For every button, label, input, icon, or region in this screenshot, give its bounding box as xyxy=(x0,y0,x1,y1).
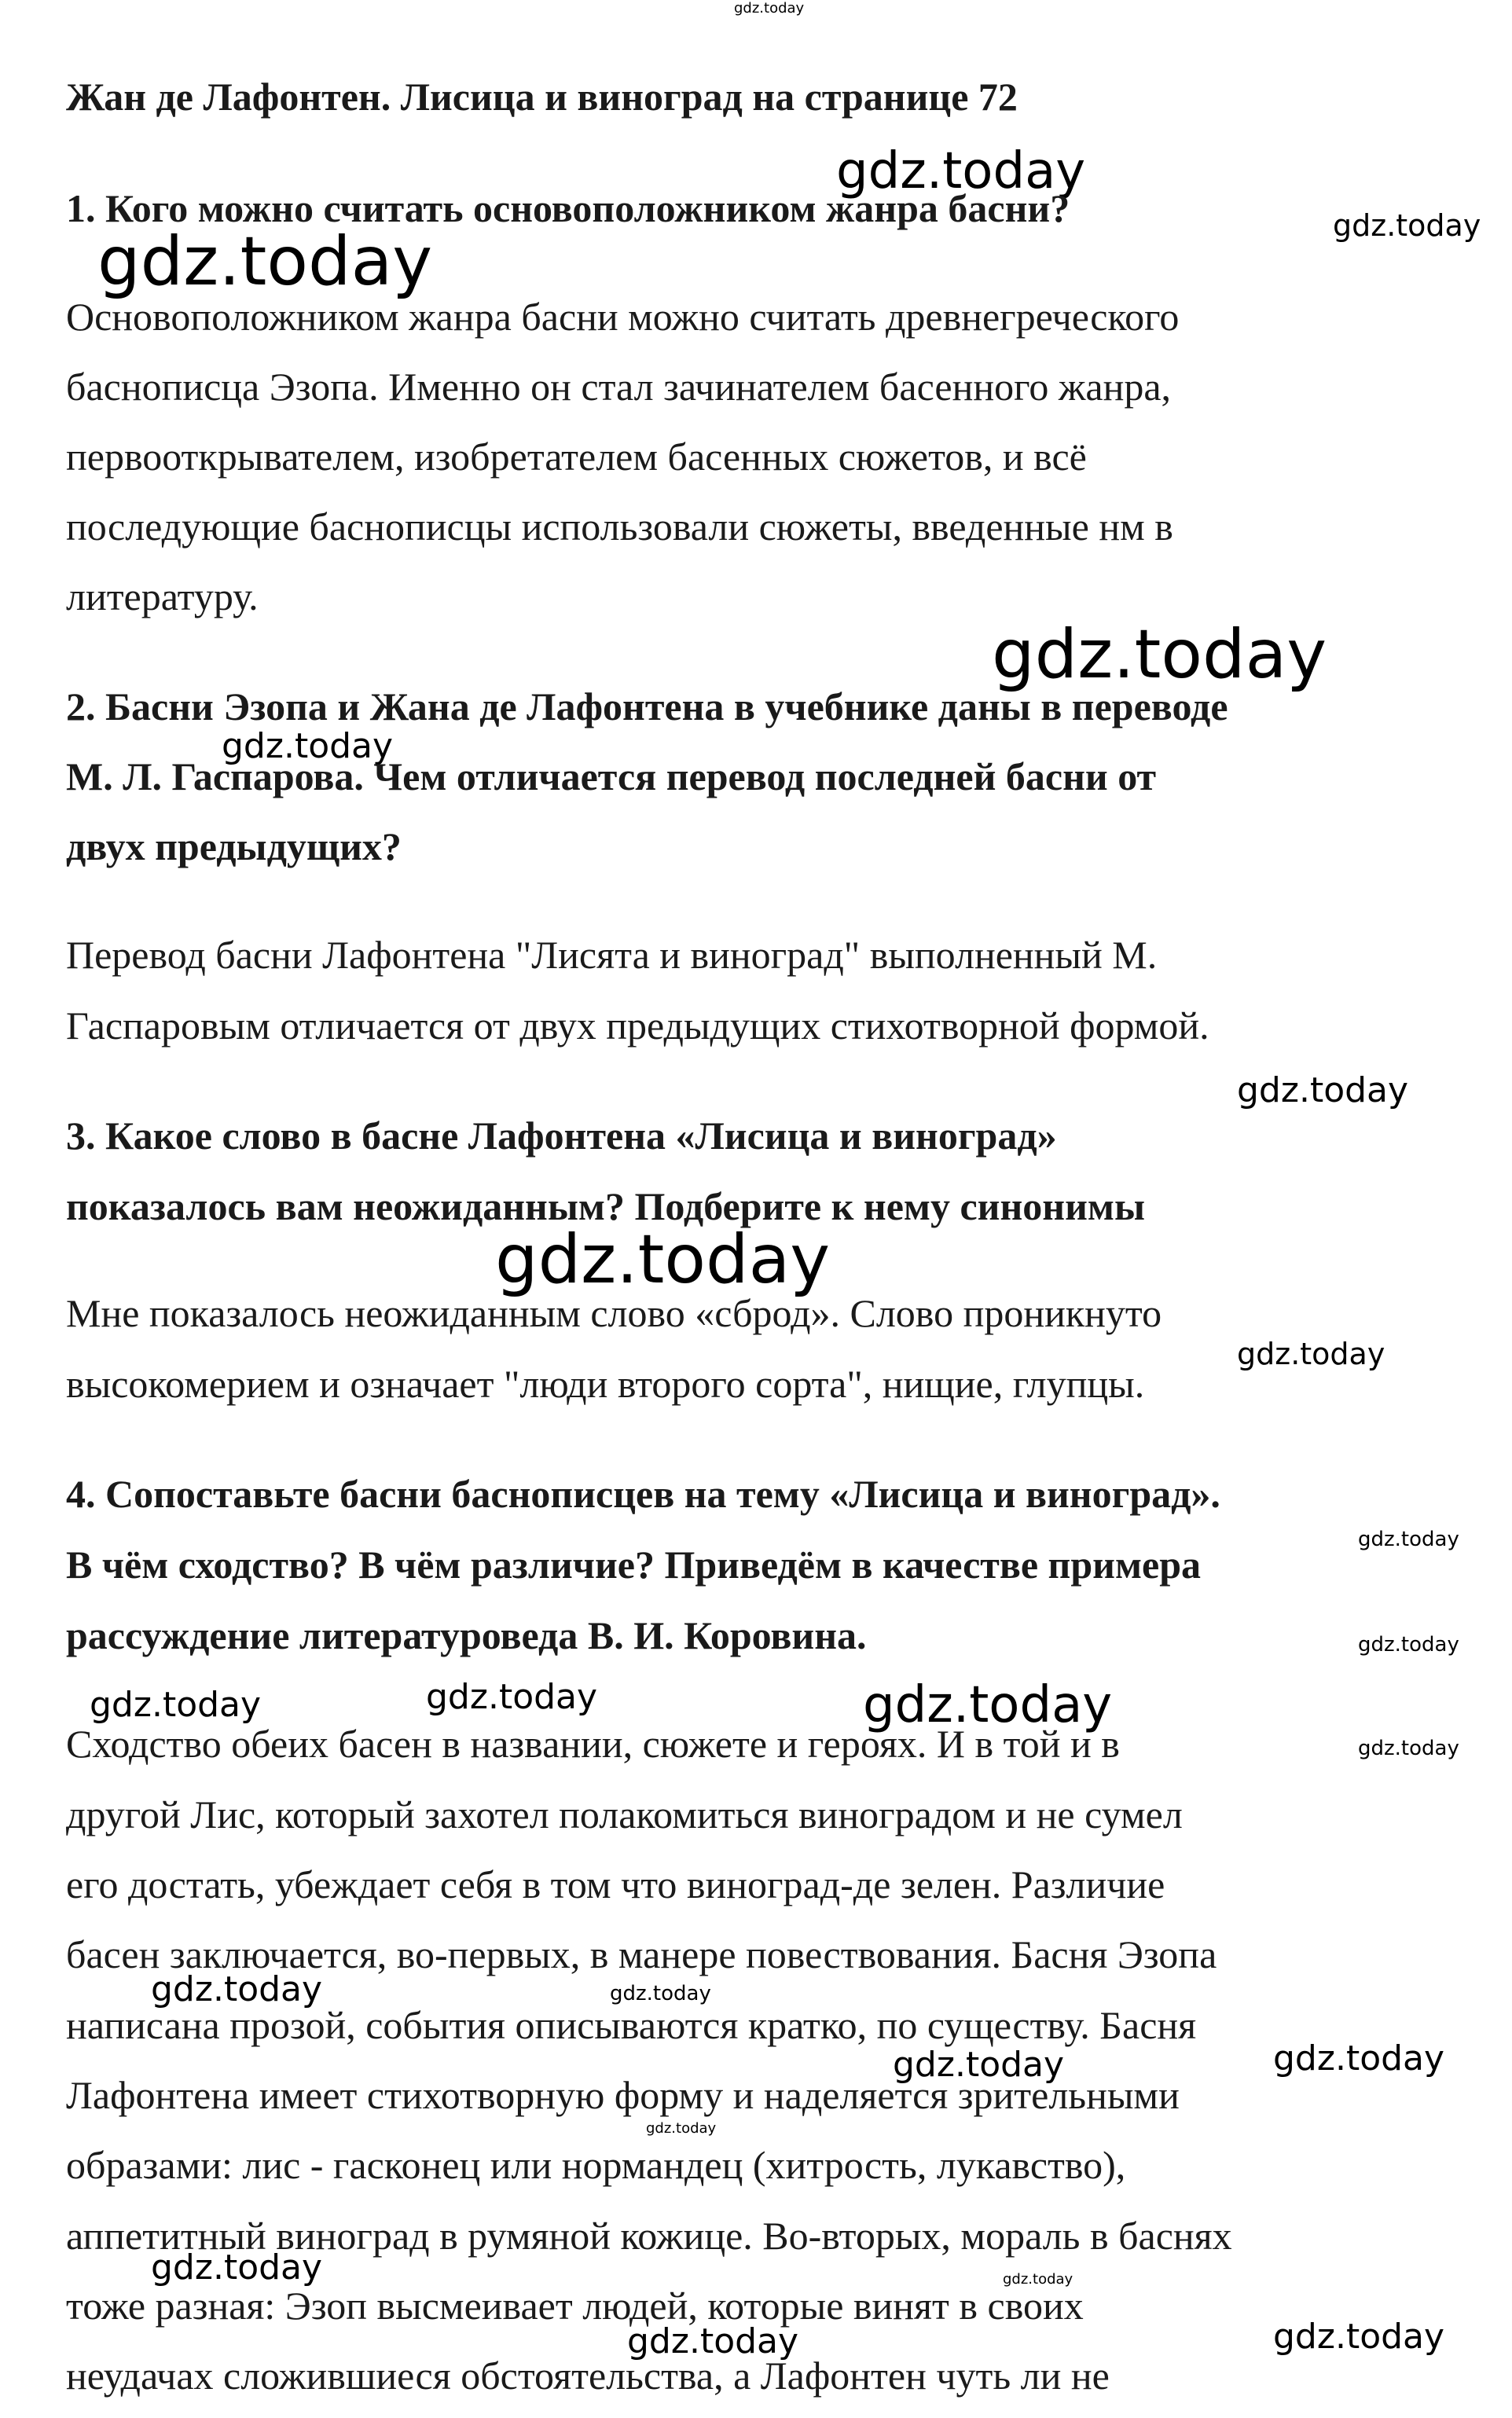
question-4-line: 4. Сопоставьте басни баснописцев на тему «Лисица и виноград». xyxy=(66,1472,1220,1516)
question-3-line: 3. Какое слово в басне Лафонтена «Лисица и виноград» xyxy=(66,1114,1057,1158)
question-1: 1. Кого можно считать основоположником жанра басни? xyxy=(66,186,1070,230)
watermark-logo: gdz.today xyxy=(1237,1070,1409,1110)
watermark-logo: gdz.today xyxy=(863,1676,1113,1734)
answer-4-line: образами: лис - гасконец или нормандец (хитрость, лукавство), xyxy=(66,2143,1126,2187)
answer-4-line: тоже разная: Эзоп высмеивает людей, которые винят в своих xyxy=(66,2284,1084,2328)
answer-3-line: Мне показалось неожиданным слово «сброд». Слово проникнуто xyxy=(66,1291,1162,1335)
question-4-line: рассуждение литературоведа В. И. Коровина. xyxy=(66,1613,867,1657)
answer-4-line: его достать, убеждает себя в том что виноград-де зелен. Различие xyxy=(66,1862,1165,1906)
answer-1-line: последующие баснописцы использовали сюжеты, введенные нм в xyxy=(66,505,1173,549)
answer-4-line: неудачах сложившиеся обстоятельства, а Лафонтен чуть ли не xyxy=(66,2354,1110,2398)
watermark-logo: gdz.today xyxy=(426,1677,598,1717)
answer-4-line: аппетитный виноград в румяной кожице. Во-вторых, мораль в баснях xyxy=(66,2214,1232,2258)
answer-3-line: высокомерием и означает "люди второго сорта", нищие, глупцы. xyxy=(66,1362,1145,1406)
watermark-logo: gdz.today xyxy=(627,2321,799,2361)
watermark-logo: gdz.today xyxy=(151,2247,323,2288)
page-title: Жан де Лафонтен. Лисица и виноград на странице 72 xyxy=(66,75,1018,119)
answer-1-line: первооткрывателем, изобретателем басенных сюжетов, и всё xyxy=(66,435,1087,479)
watermark-logo: gdz.today xyxy=(1358,1528,1459,1551)
watermark-logo: gdz.today xyxy=(610,1982,711,2005)
question-2-line: 2. Басни Эзопа и Жана де Лафонтена в учебнике даны в переводе xyxy=(66,684,1228,728)
watermark-logo: gdz.today xyxy=(1003,2271,1073,2288)
watermark-logo: gdz.today xyxy=(97,222,433,301)
watermark-logo: gdz.today xyxy=(495,1220,831,1299)
watermark-logo: gdz.today xyxy=(90,1685,262,1725)
answer-4-line: Сходство обеих басен в названии, сюжете и героях. И в той и в xyxy=(66,1722,1120,1766)
watermark-logo: gdz.today xyxy=(151,1969,323,2009)
answer-1-line: баснописца Эзопа. Именно он стал зачинателем басенного жанра, xyxy=(66,365,1172,409)
question-2-line: двух предыдущих? xyxy=(66,824,402,868)
answer-1-line: литературу. xyxy=(66,574,259,618)
watermark-logo: gdz.today xyxy=(1358,1737,1459,1760)
answer-4-line: написана прозой, события описываются кратко, по существу. Басня xyxy=(66,2003,1197,2047)
answer-4-line: Лафонтена имеет стихотворную форму и наделяется зрительными xyxy=(66,2073,1180,2117)
answer-1-line: Основоположником жанра басни можно считать древнегреческого xyxy=(66,295,1180,339)
answer-4-line: другой Лис, который захотел полакомиться виноградом и не сумел xyxy=(66,1792,1183,1836)
watermark-logo: gdz.today xyxy=(992,615,1327,694)
answer-4-line: басен заключается, во-первых, в манере повествования. Басня Эзопа xyxy=(66,1932,1217,1976)
watermark-logo: gdz.today xyxy=(1333,208,1481,243)
watermark-logo: gdz.today xyxy=(734,0,805,17)
answer-2-line: Гаспаровым отличается от двух предыдущих стихотворной формой. xyxy=(66,1004,1209,1048)
watermark-logo: gdz.today xyxy=(1273,2038,1445,2079)
watermark-logo: gdz.today xyxy=(646,2120,717,2137)
answer-2-line: Перевод басни Лафонтена "Лисята и виноград" выполненный М. xyxy=(66,933,1158,977)
question-3-line: показалось вам неожиданным? Подберите к нему синонимы xyxy=(66,1184,1145,1228)
watermark-logo: gdz.today xyxy=(222,726,394,766)
watermark-logo: gdz.today xyxy=(1358,1633,1459,1657)
watermark-logo: gdz.today xyxy=(1273,2317,1445,2357)
question-2-line: М. Л. Гаспарова. Чем отличается перевод последней басни от xyxy=(66,754,1157,798)
question-4-line: В чём сходство? В чём различие? Приведём в качестве примера xyxy=(66,1543,1202,1587)
watermark-logo: gdz.today xyxy=(893,2045,1065,2085)
watermark-logo: gdz.today xyxy=(836,142,1086,200)
watermark-logo: gdz.today xyxy=(1237,1337,1385,1371)
